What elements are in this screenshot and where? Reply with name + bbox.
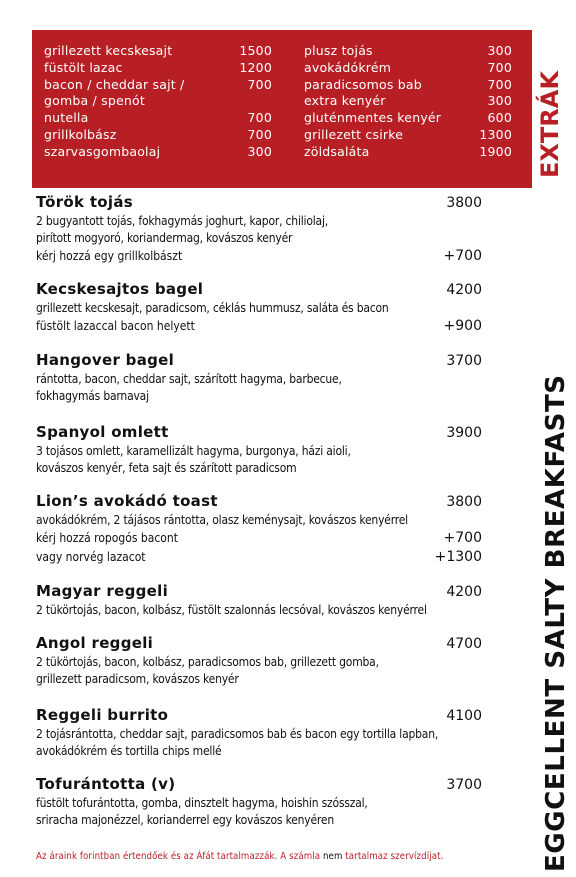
menu-item-description: 2 tükörtojás, bacon, kolbász, füstölt szalonnás lecsóval, kovászos kenyérrel [36,603,427,617]
extras-panel [32,30,532,188]
menu-item-addon [36,529,482,548]
extra-item-name: extra kenyér [304,93,386,109]
menu-item-header [36,492,482,512]
menu-item-description: avokádókrém, 2 tájásos rántotta, olasz keménysajt, kovászos kenyérrel [36,513,408,527]
menu-item [36,634,482,688]
menu-item-price: 4200 [446,282,482,298]
menu-item-description: füstölt tofurántotta, gomba, dinsztelt hagyma, hoishin szósszal, [36,796,368,810]
extra-item-name: nutella [44,110,89,126]
menu-item-name: Reggeli burrito [36,706,169,724]
extra-item-name: paradicsomos bab [304,76,422,92]
extra-item-price: 1200 [239,59,272,75]
menu-item-price: 4700 [446,636,482,652]
extra-item-price: 1300 [479,126,512,142]
footer-note [36,851,506,862]
extra-item-name: füstölt lazac [44,59,123,75]
menu-item-header [36,193,482,213]
extra-item-name: plusz tojás [304,43,373,58]
menu-item-price: 3900 [446,425,482,441]
extra-item-name: bacon / cheddar sajt / [44,76,185,92]
extras-side-label: EXTRÁK [536,71,564,178]
menu-item [36,193,482,266]
extra-item-name: gomba / spenót [44,93,145,109]
menu-item-description: grillezett kecskesajt, paradicsom, céklás hummusz, saláta és bacon [36,301,389,315]
menu-item [36,492,482,567]
extra-item-price: 700 [247,76,272,92]
extra-item [44,93,272,110]
extra-item [304,60,512,77]
extra-item-name: grillezett kecskesajt [44,43,173,58]
addon-price: +900 [443,318,482,334]
menu-item-addon [36,247,482,266]
menu-item-name: Angol reggeli [36,634,154,652]
extra-item [304,144,512,161]
menu-item-name: Tofurántotta (v) [36,775,176,793]
extra-item [44,43,272,60]
menu-item-name: Magyar reggeli [36,582,169,600]
addon-price: +700 [443,248,482,264]
menu-item-price: 4200 [446,584,482,600]
extra-item [304,110,512,127]
footer-text-2: tartalmaz szervízdíjat. [342,851,444,862]
extra-item-name: gluténmentes kenyér [304,110,442,126]
menu-item [36,423,482,477]
menu-item-header [36,351,482,371]
menu-item-description: rántotta, bacon, cheddar sajt, szárított hagyma, barbecue, [36,372,342,386]
extra-item [44,127,272,144]
menu-item-price: 4100 [446,708,482,724]
extra-item-price: 700 [487,59,512,75]
menu-item-description: 2 tojásrántotta, cheddar sajt, paradicsomos bab és bacon egy tortilla lapban, [36,727,439,741]
addon-text: füstölt lazaccal bacon helyett [36,319,195,333]
menu-item-name: Hangover bagel [36,351,175,369]
menu-item [36,351,482,405]
menu-item-description: 3 tojásos omlett, karamellizált hagyma, burgonya, házi aioli, [36,444,351,458]
menu-item-addon [36,317,482,336]
menu-item-price: 3800 [446,195,482,211]
extra-item-name: zöldsaláta [304,143,370,159]
extra-item [304,93,512,110]
extra-item-price: 1500 [239,43,272,58]
menu-item-price: 3700 [446,353,482,369]
menu-item [36,280,482,336]
extra-item-name: szarvasgombaolaj [44,143,161,159]
extra-item [304,43,512,60]
menu-item-name: Lion’s avokádó toast [36,492,218,510]
extra-item-name: grillkolbász [44,126,117,142]
menu-item-description: fokhagymás barnavaj [36,389,149,403]
menu-item-description: 2 bugyantott tojás, fokhagymás joghurt, kapor, chiliolaj, [36,214,328,228]
menu-item-name: Kecskesajtos bagel [36,280,204,298]
menu-item-description: avokádókrém és tortilla chips mellé [36,744,222,758]
menu-item-name: Török tojás [36,193,133,211]
menu-item-header [36,423,482,443]
menu-item [36,582,482,619]
addon-text: kérj hozzá ropogós bacont [36,531,178,545]
extra-item-name: grillezett csirke [304,126,404,142]
extra-item-price: 700 [247,110,272,126]
menu-item-description: grillezett paradicsom, kovászos kenyér [36,672,239,686]
menu-item-header [36,634,482,654]
menu-item-header [36,775,482,795]
extra-item [44,77,272,94]
extras-column-left [44,43,272,161]
menu-item-price: 3800 [446,494,482,510]
menu-item [36,775,482,829]
extra-item [44,110,272,127]
addon-price: +1300 [434,549,482,565]
addon-text: vagy norvég lazacot [36,550,146,564]
addon-text: kérj hozzá egy grillkolbászt [36,249,183,263]
menu-item-header [36,582,482,602]
extra-item-price: 300 [487,93,512,109]
menu-item-description: kovászos kenyér, feta sajt és szárított paradicsom [36,461,297,475]
extra-item-price: 300 [487,43,512,58]
menu-item-price: 3700 [446,777,482,793]
menu-item-description: pirított mogyoró, koriandermag, kovászos kenyér [36,231,293,245]
menu-item-name: Spanyol omlett [36,423,169,441]
extra-item-name: avokádókrém [304,59,392,75]
menu-item [36,706,482,760]
footer-text-1: Az áraink forintban értendőek és az Áfát tartalmazzák. A számla [36,851,323,862]
menu-item-header [36,280,482,300]
addon-price: +700 [443,530,482,546]
extra-item-price: 600 [487,110,512,126]
footer-text-emphasis: nem [322,851,343,862]
extra-item-price: 700 [487,76,512,92]
extra-item-price: 1900 [479,143,512,159]
section-side-title: EGGCELLENT SALTY BREAKFASTS [541,374,571,872]
extra-item [304,127,512,144]
extra-item [304,77,512,94]
extra-item [44,60,272,77]
extra-item-price: 700 [247,126,272,142]
menu-item-addon [36,548,482,567]
menu-item-description: sriracha majonézzel, korianderrel egy kovászos kenyéren [36,813,334,827]
menu-item-description: 2 tükörtojás, bacon, kolbász, paradicsomos bab, grillezett gomba, [36,655,379,669]
extra-item-price: 300 [247,143,272,159]
extra-item [44,144,272,161]
extras-column-right [304,43,512,161]
menu-item-header [36,706,482,726]
